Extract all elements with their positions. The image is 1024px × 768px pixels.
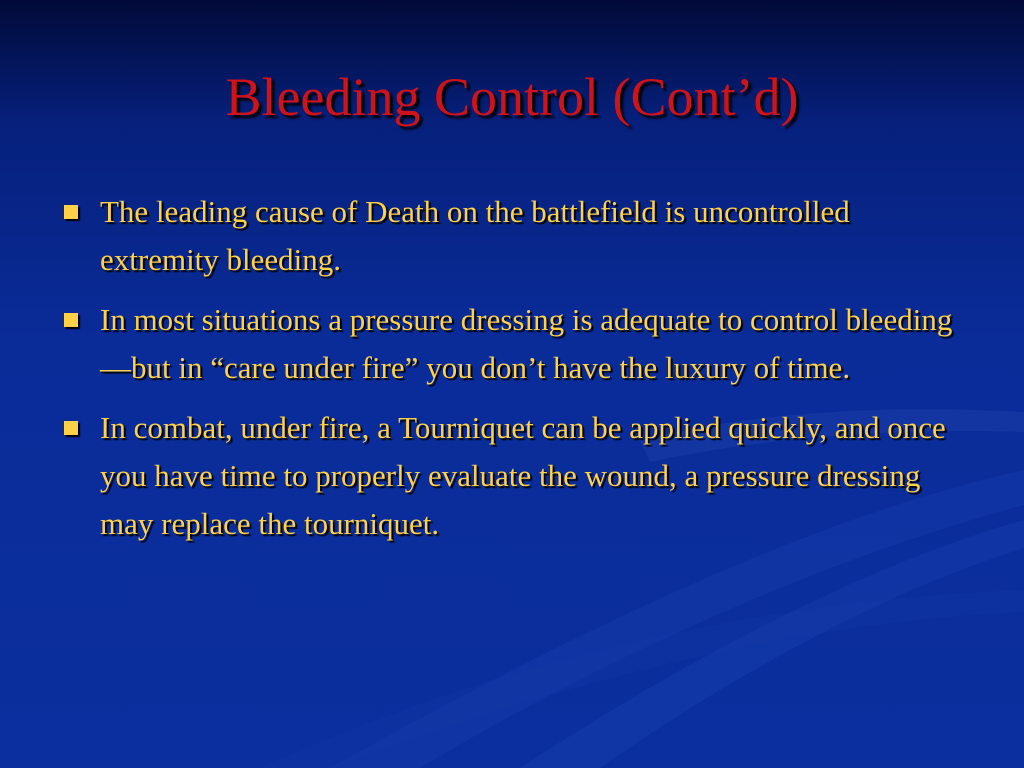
bullet-item: [62, 404, 972, 548]
bullet-list: [62, 188, 972, 560]
bullet-item: [62, 296, 972, 392]
bullet-text: In combat, under fire, a Tourniquet can be applied quickly, and once you have time to properly evaluate the wound, a pressure dressing may replace the tourniquet.: [100, 410, 946, 541]
slide-title: Bleeding Control (Cont’d): [225, 67, 799, 127]
square-bullet-icon: [64, 313, 78, 327]
bullet-item: [62, 188, 972, 284]
square-bullet-icon: [64, 421, 78, 435]
bullet-text: In most situations a pressure dressing is adequate to control bleeding—but in “care under fire” you don’t have the luxury of time.: [100, 302, 953, 385]
square-bullet-icon: [64, 205, 78, 219]
bullet-text: The leading cause of Death on the battlefield is uncontrolled extremity bleeding.: [100, 194, 850, 277]
